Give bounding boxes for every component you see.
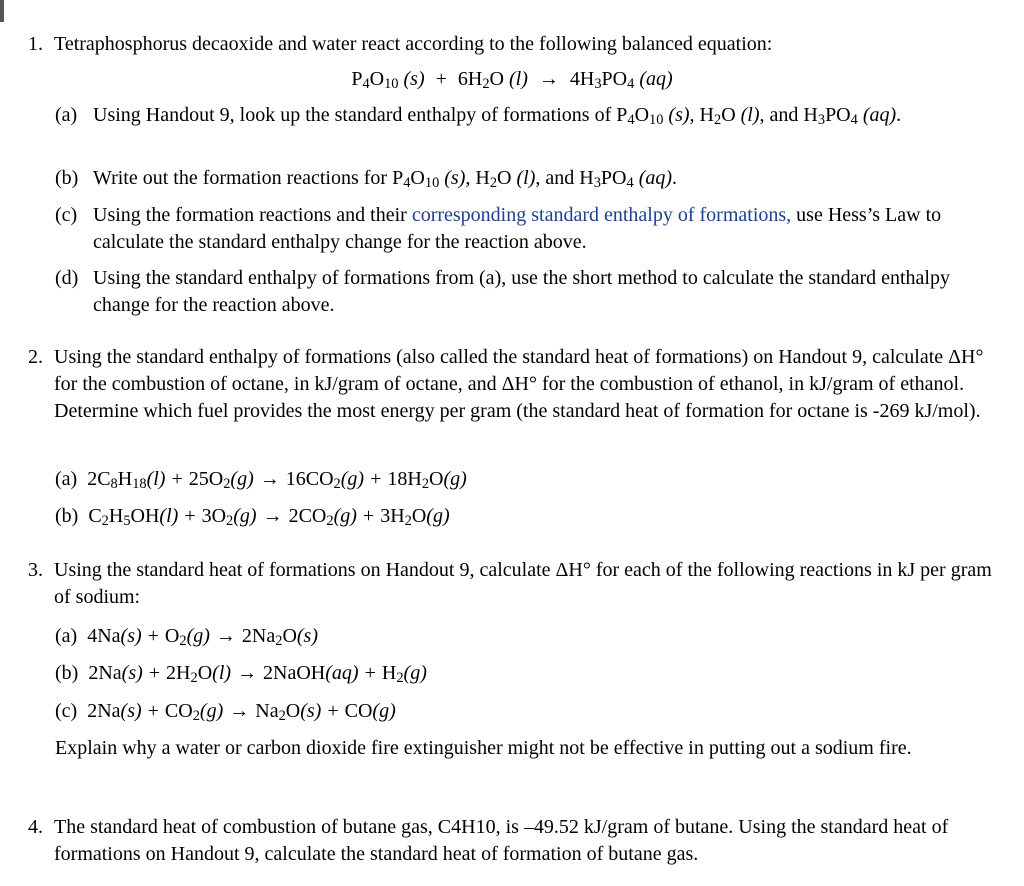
question-2-equation-a: (a) $2C_8H_{18}(l) + 25O_2(g) \to 16CO_2(g) + 18H_2O(g)$ — [55, 468, 467, 493]
highlighted-text: corresponding standard enthalpy of formations, — [411, 204, 792, 226]
equation-reactant-1: $P_4O_{10}$ (s) — [351, 68, 425, 93]
question-number: 3. — [28, 559, 43, 581]
question-text: The standard heat of combustion of butane gas, C4H10, is –49.52 kJ/gram of butane. Using the standard heat of formations on Handout 9, calculate the standard heat of formation of butane gas. — [54, 816, 949, 865]
part-text: Write out the formation reactions for $P_4O_{10}$ (s), $H_2O$ (l), and $H_3PO_4$ (aq). — [93, 167, 678, 192]
part-label: (a) — [55, 104, 78, 126]
question-text: Using the standard heat of formations on Handout 9, calculate ΔH° for each of the following reactions in kJ per gram of sodium: — [54, 559, 992, 608]
question-3 — [28, 557, 1008, 611]
question-number: 4. — [28, 816, 43, 838]
question-1-part-d — [55, 265, 1005, 319]
part-label: (b) — [55, 167, 79, 189]
question-1-part-b — [55, 165, 1005, 192]
question-3-note: Explain why a water or carbon dioxide fire extinguisher might not be effective in putting out a sodium fire. — [55, 737, 912, 759]
question-3-equation-c: (c) $2Na(s) + CO_2(g) \to Na_2O(s) + CO(g)$ — [55, 700, 396, 725]
part-text: Using Handout 9, look up the standard enthalpy of formations of $P_4O_{10}$ (s), $H_2O$ (l), and $H_3PO_4$ (aq). — [93, 104, 902, 129]
question-1 — [28, 31, 1008, 58]
question-2-equation-b: (b) $C_2H_5OH(l) + 3O_2(g) \to 2CO_2(g) + 3H_2O(g)$ — [55, 505, 450, 530]
question-number: 2. — [28, 346, 43, 368]
equation-product-1: $4H_3PO_4$ (aq) — [569, 68, 673, 93]
part-label: (d) — [55, 267, 79, 289]
question-3-equation-b: (b) $2Na(s) + 2H_2O(l)$ → 2NaOH(aq) + $H_2(g)$ — [55, 662, 427, 687]
question-2 — [28, 344, 1008, 425]
part-text: Using the formation reactions and their corresponding standard enthalpy of formations, use Hess’s Law to calculate the standard enthalpy change for the reaction above. — [93, 204, 942, 253]
equation-reactant-2: $6H_2O$ (l) — [457, 68, 528, 93]
question-text: Using the standard enthalpy of formations (also called the standard heat of formations) on Handout 9, calculate ΔH° for the combustion of octane, in kJ/gram of octane, and ΔH° for the combustion of ethanol, in kJ/gram of ethanol. Determine which fuel provides the most energy per gram (the standard heat of formation for octane is -269 kJ/mol). — [54, 346, 984, 422]
question-number: 1. — [28, 33, 43, 55]
question-1-part-a — [55, 102, 1005, 129]
part-text: Using the standard enthalpy of formations from (a), use the short method to calculate the standard enthalpy change for the reaction above. — [93, 267, 950, 316]
question-4 — [28, 814, 1008, 868]
page-edge-mark — [0, 0, 4, 22]
balanced-equation: $P_4O_{10}$ $(s) + 6H_2O$ $(l) \to 4H_3PO_4$ (aq) — [351, 68, 673, 93]
question-text: Tetraphosphorus decaoxide and water react according to the following balanced equation: — [54, 33, 773, 55]
part-label: (c) — [55, 204, 78, 226]
question-1-part-c — [55, 202, 1005, 256]
question-3-equation-a: (a) $4Na(s) + O_2(g) \to 2Na_2O(s)$ — [55, 625, 318, 650]
